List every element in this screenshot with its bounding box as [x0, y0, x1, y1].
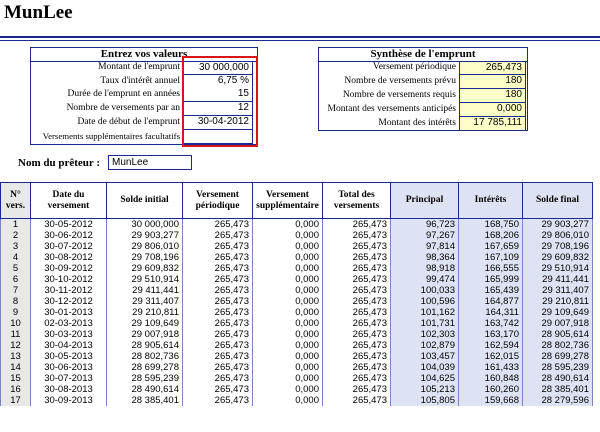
- table-cell[interactable]: 0,000: [253, 274, 323, 285]
- table-cell[interactable]: 29 806,010: [523, 230, 593, 241]
- table-cell[interactable]: 28 490,614: [523, 373, 593, 384]
- table-cell[interactable]: 7: [1, 285, 31, 296]
- input-label: Montant de l'emprunt: [98, 62, 180, 72]
- table-cell[interactable]: 0,000: [253, 340, 323, 351]
- table-cell[interactable]: 265,473: [183, 373, 253, 384]
- table-row: [1, 307, 593, 318]
- summary-label: Versement périodique: [372, 62, 456, 72]
- table-cell[interactable]: 29 210,811: [107, 307, 183, 318]
- table-cell[interactable]: 0,000: [253, 263, 323, 274]
- table-cell[interactable]: 4: [1, 252, 31, 263]
- column-header: Principal: [391, 183, 459, 219]
- table-cell[interactable]: 30-10-2012: [31, 274, 107, 285]
- table-cell[interactable]: 30-06-2012: [31, 230, 107, 241]
- table-cell[interactable]: 13: [1, 351, 31, 362]
- table-cell[interactable]: 160,260: [459, 384, 523, 395]
- title-rule-thick: [0, 36, 600, 38]
- table-cell[interactable]: 28 490,614: [107, 384, 183, 395]
- table-cell[interactable]: 28 905,614: [107, 340, 183, 351]
- table-cell[interactable]: 165,439: [459, 285, 523, 296]
- table-cell[interactable]: 30-08-2013: [31, 384, 107, 395]
- sheet-title: MunLee: [4, 2, 73, 23]
- table-cell[interactable]: 30-12-2012: [31, 296, 107, 307]
- table-cell[interactable]: 97,814: [391, 241, 459, 252]
- table-cell[interactable]: 29 411,441: [107, 285, 183, 296]
- table-cell[interactable]: 29 109,649: [523, 307, 593, 318]
- column-header: Versement supplémentaire: [253, 183, 323, 219]
- table-cell[interactable]: 104,625: [391, 373, 459, 384]
- table-header-row: [1, 183, 593, 219]
- table-cell[interactable]: 28 385,401: [107, 395, 183, 406]
- table-cell[interactable]: 30-04-2013: [31, 340, 107, 351]
- table-cell[interactable]: 2: [1, 230, 31, 241]
- table-cell[interactable]: 29 510,914: [107, 274, 183, 285]
- table-cell[interactable]: 0,000: [253, 373, 323, 384]
- table-cell[interactable]: 265,473: [183, 362, 253, 373]
- table-cell[interactable]: 28 279,596: [523, 395, 593, 406]
- table-cell[interactable]: 159,668: [459, 395, 523, 406]
- table-cell[interactable]: 11: [1, 329, 31, 340]
- table-row: [1, 219, 593, 231]
- table-cell[interactable]: 265,473: [183, 263, 253, 274]
- table-cell[interactable]: 265,473: [183, 318, 253, 329]
- table-cell[interactable]: 160,848: [459, 373, 523, 384]
- table-cell[interactable]: 28 802,736: [107, 351, 183, 362]
- table-cell[interactable]: 0,000: [253, 307, 323, 318]
- table-cell[interactable]: 17: [1, 395, 31, 406]
- table-cell[interactable]: 29 806,010: [107, 241, 183, 252]
- table-cell[interactable]: 167,109: [459, 252, 523, 263]
- table-cell[interactable]: 6: [1, 274, 31, 285]
- table-cell[interactable]: 8: [1, 296, 31, 307]
- table-row: [1, 285, 593, 296]
- table-cell[interactable]: 29 007,918: [523, 318, 593, 329]
- input-value-cell[interactable]: 12: [183, 102, 253, 116]
- table-cell[interactable]: 10: [1, 318, 31, 329]
- table-cell[interactable]: 12: [1, 340, 31, 351]
- table-cell[interactable]: 265,473: [183, 384, 253, 395]
- table-row: [1, 274, 593, 285]
- table-cell[interactable]: 30-07-2013: [31, 373, 107, 384]
- table-cell[interactable]: 29 210,811: [523, 296, 593, 307]
- table-cell[interactable]: 104,039: [391, 362, 459, 373]
- lender-input[interactable]: MunLee: [108, 155, 192, 170]
- table-cell[interactable]: 30-03-2013: [31, 329, 107, 340]
- table-cell[interactable]: 28 699,278: [523, 351, 593, 362]
- table-cell[interactable]: 100,033: [391, 285, 459, 296]
- table-cell[interactable]: 30-08-2012: [31, 252, 107, 263]
- summary-value-cell: 265,473: [459, 61, 526, 75]
- table-cell[interactable]: 0,000: [253, 351, 323, 362]
- table-row: [1, 329, 593, 340]
- table-cell[interactable]: 101,162: [391, 307, 459, 318]
- table-row: [1, 340, 593, 351]
- table-cell[interactable]: 9: [1, 307, 31, 318]
- table-cell[interactable]: 162,015: [459, 351, 523, 362]
- input-value-cell[interactable]: 30 000,000: [183, 61, 253, 75]
- table-cell[interactable]: 0,000: [253, 252, 323, 263]
- table-cell[interactable]: 265,473: [323, 318, 391, 329]
- table-cell[interactable]: 0,000: [253, 296, 323, 307]
- table-row: [1, 230, 593, 241]
- table-cell[interactable]: 0,000: [253, 241, 323, 252]
- table-cell[interactable]: 164,311: [459, 307, 523, 318]
- table-cell[interactable]: 97,267: [391, 230, 459, 241]
- table-row: [1, 373, 593, 384]
- table-cell[interactable]: 29 007,918: [107, 329, 183, 340]
- table-cell[interactable]: 28 595,239: [107, 373, 183, 384]
- table-cell[interactable]: 29 311,407: [107, 296, 183, 307]
- table-cell[interactable]: 29 903,277: [107, 230, 183, 241]
- table-row: [1, 384, 593, 395]
- table-cell[interactable]: 265,473: [183, 241, 253, 252]
- table-cell[interactable]: 30-09-2012: [31, 263, 107, 274]
- table-cell[interactable]: 168,206: [459, 230, 523, 241]
- table-row: [1, 241, 593, 252]
- table-cell[interactable]: 265,473: [323, 329, 391, 340]
- table-cell[interactable]: 101,731: [391, 318, 459, 329]
- table-cell[interactable]: 29 411,441: [523, 274, 593, 285]
- table-cell[interactable]: 98,364: [391, 252, 459, 263]
- summary-label: Montant des versements anticipés: [327, 104, 456, 114]
- table-cell[interactable]: 16: [1, 384, 31, 395]
- summary-label: Montant des intérêts: [378, 118, 456, 128]
- table-cell[interactable]: 163,170: [459, 329, 523, 340]
- table-cell[interactable]: 166,555: [459, 263, 523, 274]
- input-label: Versements supplémentaires facultatifs: [42, 130, 180, 141]
- table-cell[interactable]: 161,433: [459, 362, 523, 373]
- table-cell[interactable]: 105,805: [391, 395, 459, 406]
- table-cell[interactable]: 265,473: [323, 351, 391, 362]
- table-cell[interactable]: 265,473: [323, 384, 391, 395]
- table-cell[interactable]: 14: [1, 362, 31, 373]
- table-cell[interactable]: 0,000: [253, 329, 323, 340]
- table-cell[interactable]: 30-09-2013: [31, 395, 107, 406]
- table-cell[interactable]: 0,000: [253, 318, 323, 329]
- input-value-cell[interactable]: 30-04-2012: [183, 116, 253, 130]
- table-cell[interactable]: 100,596: [391, 296, 459, 307]
- table-cell[interactable]: 29 311,407: [523, 285, 593, 296]
- table-row: [1, 395, 593, 406]
- table-cell[interactable]: 29 609,832: [107, 263, 183, 274]
- table-cell[interactable]: 265,473: [323, 241, 391, 252]
- table-cell[interactable]: 265,473: [323, 263, 391, 274]
- table-cell[interactable]: 30-06-2013: [31, 362, 107, 373]
- table-cell[interactable]: 105,213: [391, 384, 459, 395]
- table-cell[interactable]: 28 595,239: [523, 362, 593, 373]
- table-row: [1, 296, 593, 307]
- inputs-heading: Entrez vos valeurs: [31, 48, 257, 62]
- table-cell[interactable]: 102,303: [391, 329, 459, 340]
- table-cell[interactable]: 96,723: [391, 219, 459, 231]
- table-cell[interactable]: 30 000,000: [107, 219, 183, 231]
- table-cell[interactable]: 165,999: [459, 274, 523, 285]
- table-cell[interactable]: 265,473: [323, 230, 391, 241]
- table-cell[interactable]: 265,473: [183, 219, 253, 231]
- column-header: Date du versement: [31, 183, 107, 219]
- table-cell[interactable]: 1: [1, 219, 31, 231]
- table-cell[interactable]: 168,750: [459, 219, 523, 231]
- summary-label: Nombre de versements requis: [342, 90, 456, 100]
- column-header: Versement périodique: [183, 183, 253, 219]
- table-cell[interactable]: 167,659: [459, 241, 523, 252]
- table-cell[interactable]: 265,473: [323, 296, 391, 307]
- table-cell[interactable]: 265,473: [183, 340, 253, 351]
- summary-value-cell: 180: [459, 75, 526, 89]
- table-cell[interactable]: 28 802,736: [523, 340, 593, 351]
- table-cell[interactable]: 265,473: [323, 395, 391, 406]
- summary-heading: Synthèse de l'emprunt: [319, 48, 527, 62]
- table-cell[interactable]: 102,879: [391, 340, 459, 351]
- input-value-cell[interactable]: 15: [183, 88, 253, 102]
- table-row: [1, 252, 593, 263]
- table-cell[interactable]: 265,473: [183, 307, 253, 318]
- table-cell[interactable]: 265,473: [183, 274, 253, 285]
- table-cell[interactable]: 29 903,277: [523, 219, 593, 231]
- table-cell[interactable]: 29 510,914: [523, 263, 593, 274]
- highlight-frame: [182, 56, 258, 147]
- table-cell[interactable]: 265,473: [323, 340, 391, 351]
- summary-label: Nombre de versements prévu: [344, 76, 456, 86]
- table-cell[interactable]: 265,473: [323, 307, 391, 318]
- table-cell[interactable]: 162,594: [459, 340, 523, 351]
- table-cell[interactable]: 265,473: [323, 219, 391, 231]
- table-cell[interactable]: 265,473: [323, 252, 391, 263]
- table-cell[interactable]: 28 699,278: [107, 362, 183, 373]
- table-row: [1, 263, 593, 274]
- input-value-cell[interactable]: 6,75 %: [183, 75, 253, 89]
- table-cell[interactable]: 30-05-2012: [31, 219, 107, 231]
- table-cell[interactable]: 0,000: [253, 384, 323, 395]
- table-cell[interactable]: 0,000: [253, 230, 323, 241]
- input-label: Durée de l'emprunt en années: [67, 89, 180, 100]
- table-cell[interactable]: 265,473: [183, 252, 253, 263]
- table-cell[interactable]: 265,473: [323, 373, 391, 384]
- table-cell[interactable]: 29 708,196: [523, 241, 593, 252]
- column-header: N° vers.: [1, 183, 31, 219]
- column-header: Intérêts: [459, 183, 523, 219]
- table-cell[interactable]: 30-05-2013: [31, 351, 107, 362]
- table-cell[interactable]: 0,000: [253, 219, 323, 231]
- table-row: [1, 318, 593, 329]
- table-cell[interactable]: 29 609,832: [523, 252, 593, 263]
- table-cell[interactable]: 265,473: [183, 351, 253, 362]
- input-label: Nombre de versements par an: [66, 103, 180, 114]
- table-cell[interactable]: 265,473: [183, 230, 253, 241]
- table-cell[interactable]: 30-11-2012: [31, 285, 107, 296]
- table-cell[interactable]: 265,473: [323, 274, 391, 285]
- table-cell[interactable]: 15: [1, 373, 31, 384]
- amortization-table: [0, 182, 593, 406]
- table-cell[interactable]: 30-01-2013: [31, 307, 107, 318]
- table-cell[interactable]: 0,000: [253, 285, 323, 296]
- table-cell[interactable]: 0,000: [253, 362, 323, 373]
- table-cell[interactable]: 5: [1, 263, 31, 274]
- summary-value-cell: 0,000: [459, 103, 526, 117]
- summary-value-cell: 180: [459, 89, 526, 103]
- table-cell[interactable]: 98,918: [391, 263, 459, 274]
- title-rule-thin: [0, 40, 600, 41]
- table-cell[interactable]: 265,473: [323, 285, 391, 296]
- column-header: Solde initial: [107, 183, 183, 219]
- summary-value-cell: 17 785,111: [459, 117, 526, 131]
- table-cell[interactable]: 265,473: [183, 329, 253, 340]
- table-cell[interactable]: 28 385,401: [523, 384, 593, 395]
- input-label: Taux d'intérêt annuel: [100, 75, 180, 86]
- table-cell[interactable]: 163,742: [459, 318, 523, 329]
- lender-label: Nom du prêteur :: [18, 157, 100, 169]
- table-cell[interactable]: 164,877: [459, 296, 523, 307]
- table-row: [1, 362, 593, 373]
- table-cell[interactable]: 265,473: [323, 362, 391, 373]
- column-header: Total des versements: [323, 183, 391, 219]
- table-cell[interactable]: 103,457: [391, 351, 459, 362]
- table-row: [1, 351, 593, 362]
- column-header: Solde final: [523, 183, 593, 219]
- table-cell[interactable]: 265,473: [183, 285, 253, 296]
- table-cell[interactable]: 99,474: [391, 274, 459, 285]
- table-cell[interactable]: 3: [1, 241, 31, 252]
- table-cell[interactable]: 28 905,614: [523, 329, 593, 340]
- table-cell[interactable]: 265,473: [183, 296, 253, 307]
- input-label: Date de début de l'emprunt: [77, 116, 180, 127]
- table-cell[interactable]: 29 109,649: [107, 318, 183, 329]
- table-cell[interactable]: 02-03-2013: [31, 318, 107, 329]
- table-cell[interactable]: 265,473: [183, 395, 253, 406]
- table-cell[interactable]: 30-07-2012: [31, 241, 107, 252]
- table-cell[interactable]: 29 708,196: [107, 252, 183, 263]
- table-cell[interactable]: 0,000: [253, 395, 323, 406]
